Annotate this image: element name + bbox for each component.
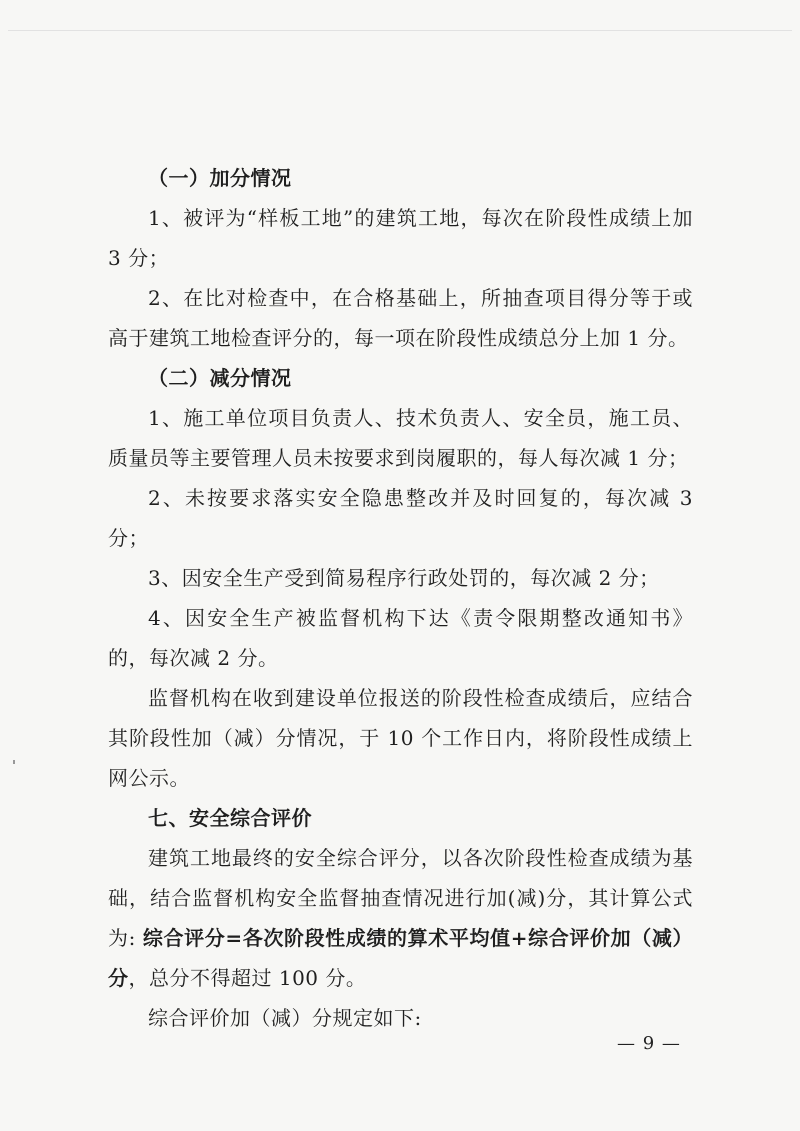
final-eval-limit: ，总分不得超过 100 分。	[128, 966, 367, 990]
bonus-heading: （一）加分情况	[148, 166, 292, 190]
supervision-paragraph: 监督机构在收到建设单位报送的阶段性检查成绩后，应结合其阶段性加（减）分情况，于 10 个工作日内，将阶段性成绩上网公示。	[108, 686, 693, 790]
deduction-item-2: 2、未按要求落实安全隐患整改并及时回复的，每次减 3 分；	[108, 486, 693, 550]
top-edge-line	[8, 30, 792, 31]
section-7-heading: 七、安全综合评价	[148, 806, 312, 830]
deduction-item-3: 3、因安全生产受到简易程序行政处罚的，每次减 2 分；	[148, 566, 660, 590]
deduction-item-1: 1、施工单位项目负责人、技术负责人、安全员，施工员、质量员等主要管理人员未按要求到岗履职的，每人每次减 1 分；	[108, 406, 693, 470]
final-evaluation-paragraph	[108, 838, 693, 998]
bonus-item-1: 1、被评为“样板工地”的建筑工地，每次在阶段性成绩上加 3 分；	[108, 206, 693, 270]
bonus-item-2: 2、在比对检查中，在合格基础上，所抽查项目得分等于或高于建筑工地检查评分的，每一项在阶段性成绩总分上加 1 分。	[108, 286, 693, 350]
deduction-heading: （二）减分情况	[148, 366, 292, 390]
page-number: — 9 —	[617, 1033, 681, 1054]
document-body	[108, 158, 693, 1038]
final-eval-text: 建筑工地最终的安全综合评分，以各次阶段性检查成绩为基础，结合监督机构安全监督抽查情况进行加(减)分，其计算公式为:	[108, 846, 693, 950]
rules-intro: 综合评价加（减）分规定如下:	[148, 1006, 422, 1030]
scan-speck	[13, 760, 15, 764]
final-eval-formula: 综合评分=各次阶段性成绩的算术平均值+综合评价加（减）分	[108, 926, 693, 990]
deduction-item-4: 4、因安全生产被监督机构下达《责令限期整改通知书》的，每次减 2 分。	[108, 606, 693, 670]
